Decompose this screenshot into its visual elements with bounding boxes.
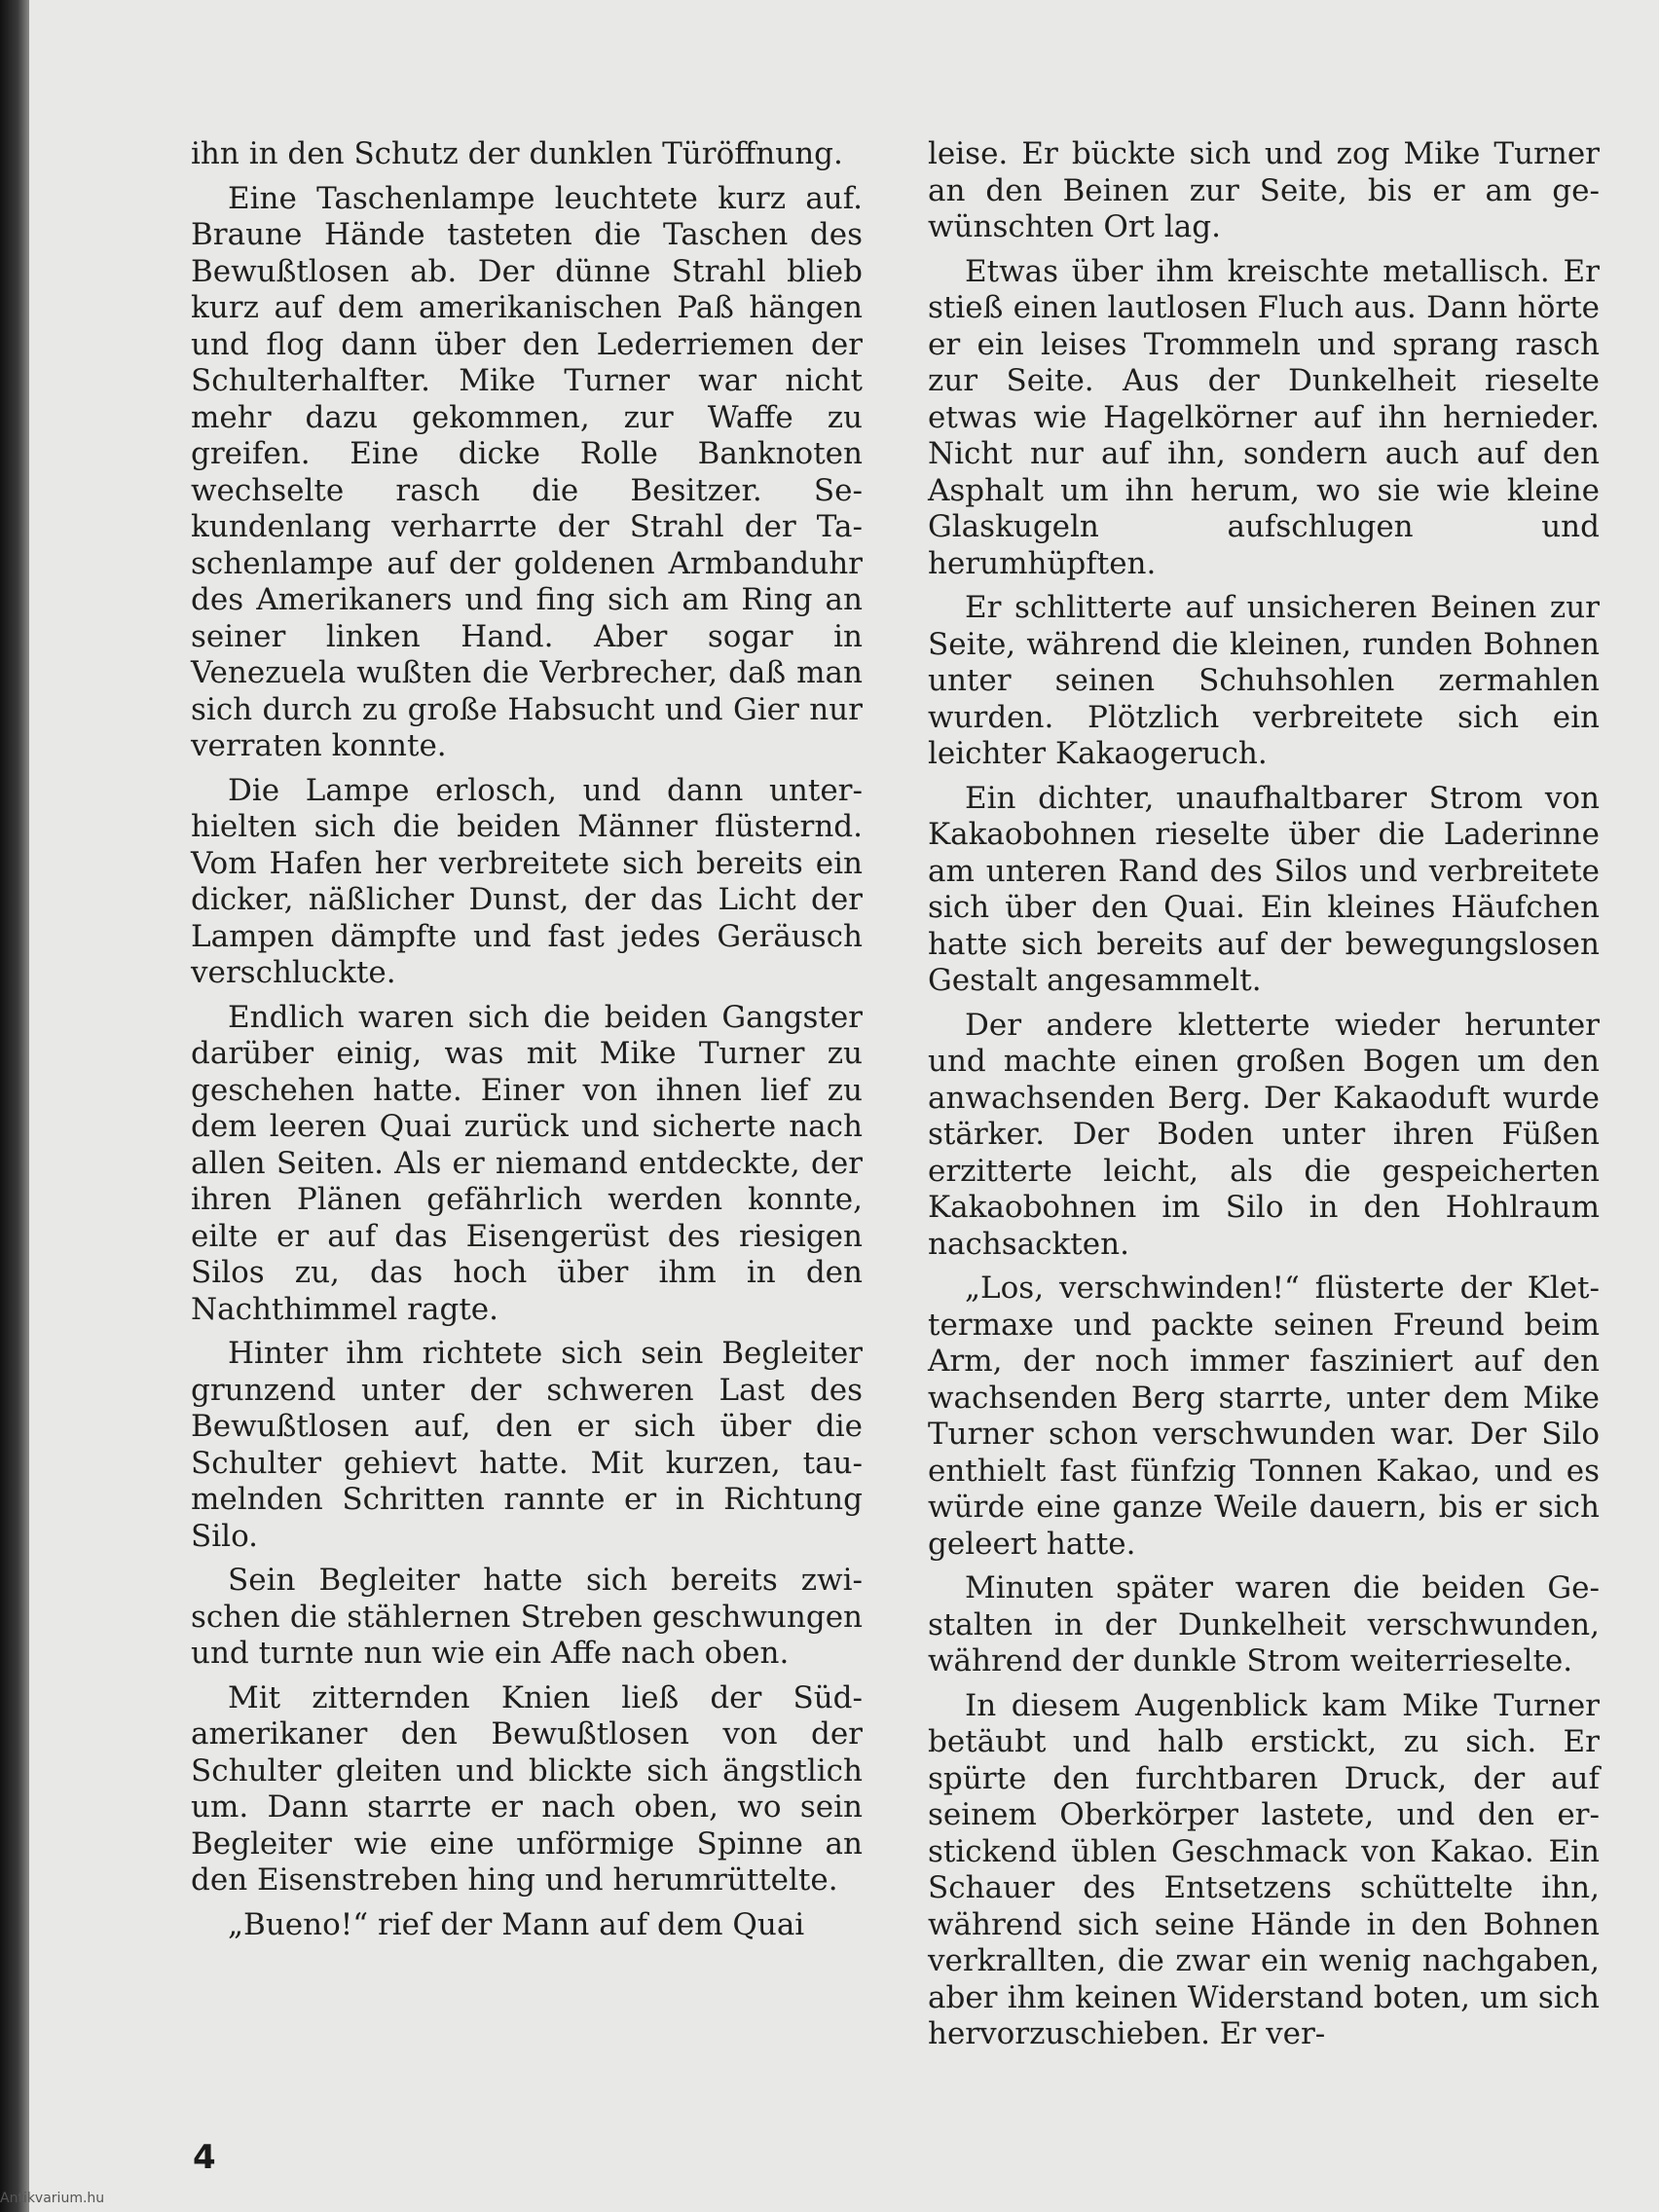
paragraph: Die Lampe erlosch, und dann unterhielten sich die beiden Männer flüsternd. Vom Hafen her verbreitete sich bereits ein dicker, näßlicher Dunst, der das Licht der Lampen dämpfte und fast jedes Geräusch verschluckte.: [191, 772, 863, 990]
paragraph: Minuten später waren die beiden Gestalten in der Dunkelheit verschwunden, während der dunkle Strom weiterrieselte.: [928, 1570, 1600, 1678]
watermark: Antikvarium.hu: [0, 2191, 105, 2206]
book-page: [29, 0, 1659, 2212]
paragraph: Endlich waren sich die beiden Gangster darüber einig, was mit Mike Turner zu geschehen hatte. Einer von ihnen lief zu dem leeren Quai zurück und sicherte nach allen Seiten. Als er niemand entdeckte, der ihren Plänen gefährlich werden konnte, eilte er auf das Eisengerüst des riesigen Silos zu, das hoch über ihm in den Nachthimmel ragte.: [191, 999, 863, 1327]
paragraph: In diesem Augenblick kam Mike Turner betäubt und halb erstickt, zu sich. Er spürte den furchtbaren Druck, der auf seinem Oberkörper lastete, und den erstickend üblen Geschmack von Kakao. Ein Schauer des Entsetzens schüttelte ihn, während sich seine Hände in den Bohnen verkrallten, die zwar ein wenig nachgaben, aber ihm keinen Widerstand boten, um sich hervorzuschieben. Er ver-: [928, 1687, 1600, 2051]
paragraph: ihn in den Schutz der dunklen Türöffnung.: [191, 136, 843, 171]
paragraph: Eine Taschenlampe leuchtete kurz auf. Braune Hände tasteten die Taschen des Bewußtlosen ab. Der dünne Strahl blieb kurz auf dem amerikanischen Paß hängen und flog dann über den Lederriemen der Schulterhalfter. Mike Turner war nicht mehr dazu gekommen, zur Waffe zu greifen. Eine dicke Rolle Banknoten wechselte rasch die Besitzer. Sekundenlang verharrte der Strahl der Taschenlampe auf der goldenen Armbanduhr des Amerikaners und fing sich am Ring an seiner linken Hand. Aber sogar in Venezuela wußten die Verbrecher, daß man sich durch zu große Habsucht und Gier nur verraten konnte.: [191, 180, 863, 763]
right-text-column: [928, 136, 1600, 2061]
paragraph: „Bueno!“ rief der Mann auf dem Quai: [228, 1906, 805, 1942]
book-binding-edge: [0, 0, 29, 2212]
paragraph: Etwas über ihm kreischte metallisch. Er stieß einen lautlosen Fluch aus. Dann hörte er ein leises Trommeln und sprang rasch zur Seite. Aus der Dunkelheit rieselte etwas wie Hagelkörner auf ihn hernieder. Nicht nur auf ihn, sondern auch auf den Asphalt um ihn herum, wo sie wie kleine Glaskugeln aufschlugen und herumhüpften.: [928, 253, 1600, 581]
paragraph: leise. Er bückte sich und zog Mike Turner an den Beinen zur Seite, bis er am gewünschten Ort lag.: [928, 136, 1600, 244]
paragraph: Sein Begleiter hatte sich bereits zwischen die stählernen Streben geschwungen und turnte nun wie ein Affe nach oben.: [191, 1563, 863, 1671]
paragraph: Ein dichter, unaufhaltbarer Strom von Kakaobohnen rieselte über die Laderinne am unteren Rand des Silos und verbreitete sich über den Quai. Ein kleines Häufchen hatte sich bereits auf der bewegungslosen Gestalt angesammelt.: [928, 780, 1600, 998]
paragraph: „Los, verschwinden!“ flüsterte der Klettermaxe und packte seinen Freund beim Arm, der noch immer fasziniert auf den wachsenden Berg starrte, unter dem Mike Turner schon verschwunden war. Der Silo enthielt fast fünfzig Tonnen Kakao, und es würde eine ganze Weile dauern, bis er sich geleert hatte.: [928, 1271, 1600, 1562]
paragraph: Mit zitternden Knien ließ der Südamerikaner den Bewußtlosen von der Schulter gleiten und blickte sich ängstlich um. Dann starrte er nach oben, wo sein Begleiter wie eine unförmige Spinne an den Eisenstreben hing und herumrüttelte.: [191, 1679, 863, 1898]
left-text-column: [191, 136, 863, 1951]
paragraph: Er schlitterte auf unsicheren Beinen zur Seite, während die kleinen, runden Bohnen unter seinen Schuhsohlen zermahlen wurden. Plötzlich verbreitete sich ein leichter Kakaogeruch.: [928, 590, 1600, 771]
paragraph: Der andere kletterte wieder herunter und machte einen großen Bogen um den anwachsenden Berg. Der Kakaoduft wurde stärker. Der Boden unter ihren Füßen erzitterte leicht, als die gespeicherten Kakaobohnen im Silo in den Hohlraum nachsackten.: [928, 1007, 1600, 1262]
paragraph: Hinter ihm richtete sich sein Begleiter grunzend unter der schweren Last des Bewußtlosen auf, den er sich über die Schulter gehievt hatte. Mit kurzen, taumelnden Schritten rannte er in Richtung Silo.: [191, 1336, 863, 1554]
page-number: 4: [193, 2138, 216, 2177]
